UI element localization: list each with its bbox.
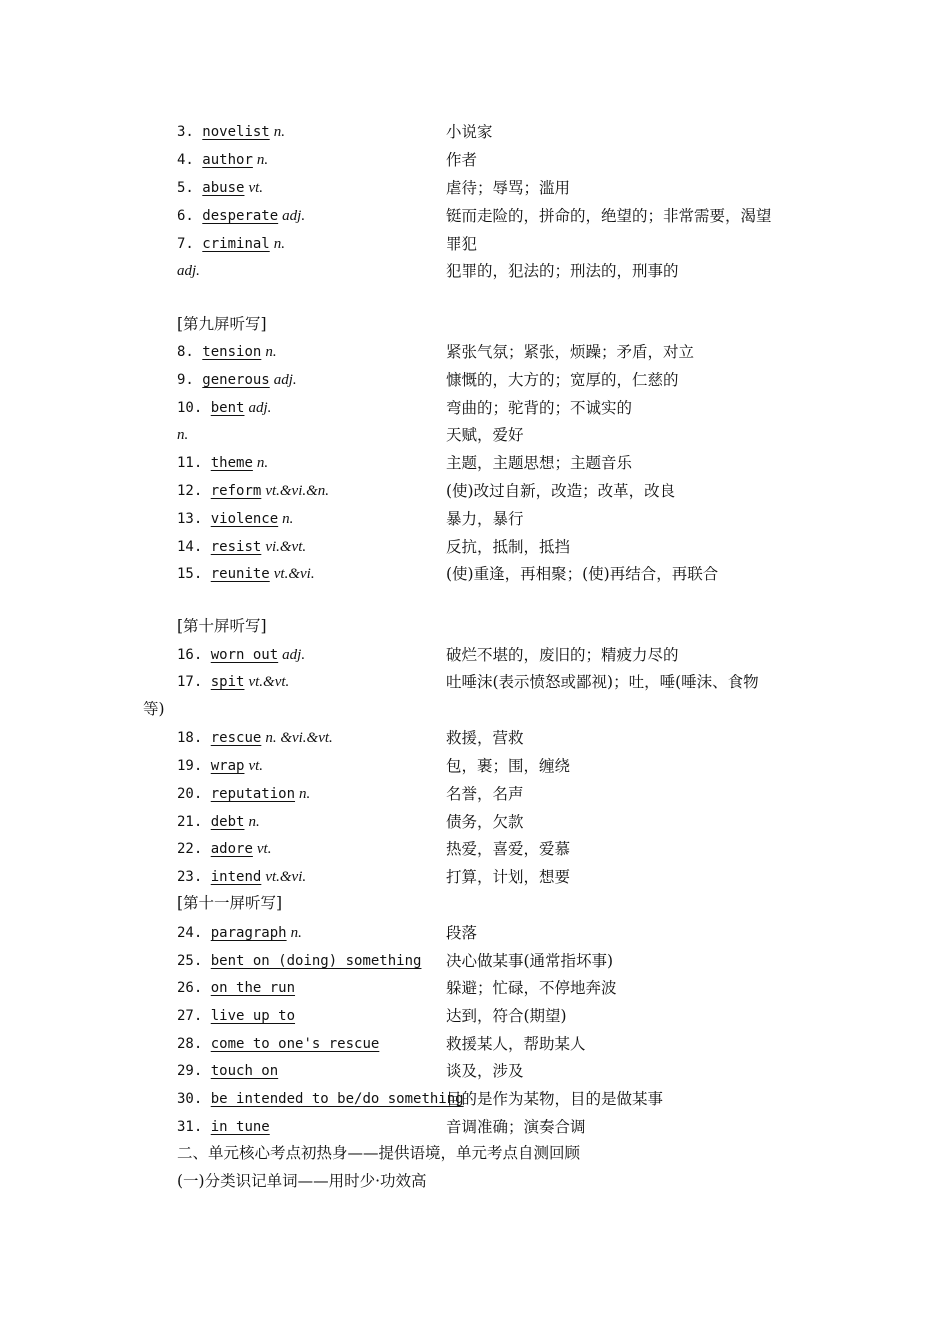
vocab-word: intend <box>210 869 262 885</box>
entry-number: 5. <box>177 180 194 196</box>
vocab-meaning: 段落 <box>446 924 478 942</box>
entry-number: 10. <box>177 400 203 416</box>
vocab-term <box>177 1060 278 1082</box>
vocab-meaning: 虐待；辱骂；滥用 <box>446 179 571 197</box>
vocab-term <box>177 1005 295 1027</box>
vocab-meaning: 主题，主题思想；主题音乐 <box>446 454 633 472</box>
section-heading-eleventh: [第十一屏听写] <box>177 894 283 912</box>
part-of-speech: vt.&vi. <box>265 869 307 885</box>
vocab-word: violence <box>210 511 279 527</box>
vocab-term <box>177 727 333 749</box>
vocab-term <box>177 149 268 171</box>
section-heading-tenth: [第十屏听写] <box>177 617 267 635</box>
vocab-meaning: 破烂不堪的，废旧的；精疲力尽的 <box>446 646 679 664</box>
vocab-meaning: 吐唾沫(表示愤怒或鄙视)；吐，唾(唾沫、食物 <box>446 673 759 691</box>
part-of-speech: adj. <box>248 400 272 416</box>
part-of-speech: vt.&vi.&n. <box>265 483 330 499</box>
entry-number: 4. <box>177 152 194 168</box>
vocab-word: reputation <box>210 786 296 802</box>
vocab-term <box>177 1088 464 1110</box>
vocab-term <box>177 536 306 558</box>
vocab-meaning: (使)改过自新，改造；改革，改良 <box>446 482 676 500</box>
vocab-meaning: 达到，符合(期望) <box>446 1007 567 1025</box>
vocab-word: spit <box>210 674 245 690</box>
vocab-word: live up to <box>210 1008 296 1024</box>
vocab-term <box>177 369 297 391</box>
vocab-term <box>177 341 277 363</box>
vocab-term <box>177 811 260 833</box>
vocab-word: in tune <box>210 1119 270 1135</box>
vocab-meaning: 铤而走险的，拼命的，绝望的；非常需要，渴望 <box>446 207 772 225</box>
vocab-term <box>177 950 421 972</box>
entry-number: 24. <box>177 925 203 941</box>
part-of-speech: n. <box>282 511 294 527</box>
part-of-speech: n. <box>248 814 260 830</box>
vocab-word: novelist <box>202 124 270 140</box>
part-of-speech: vt. <box>248 180 264 196</box>
vocab-meaning: 小说家 <box>446 123 493 141</box>
vocab-meaning: 谈及，涉及 <box>446 1062 524 1080</box>
entry-number: 6. <box>177 208 194 224</box>
vocab-term <box>177 177 263 199</box>
vocab-word: bent on (doing) something <box>210 953 422 969</box>
part-of-speech: adj. <box>177 263 200 279</box>
vocab-term <box>177 424 188 446</box>
vocab-term <box>177 480 329 502</box>
vocab-meaning: 目的是作为某物，目的是做某事 <box>446 1090 664 1108</box>
vocab-word: reunite <box>210 566 270 582</box>
vocab-word: adore <box>210 841 253 857</box>
vocab-word: come to one's rescue <box>210 1036 380 1052</box>
entry-number: 14. <box>177 539 203 555</box>
entry-number: 21. <box>177 814 203 830</box>
part-of-speech: adj. <box>273 372 297 388</box>
vocab-term <box>177 260 200 282</box>
part-of-speech: adj. <box>282 208 306 224</box>
vocab-term <box>177 755 263 777</box>
vocab-meaning: 救援某人，帮助某人 <box>446 1035 586 1053</box>
entry-number: 30. <box>177 1091 203 1107</box>
vocab-word: paragraph <box>210 925 287 941</box>
vocab-meaning: 作者 <box>446 151 478 169</box>
vocab-meaning: 反抗，抵制，抵挡 <box>446 538 571 556</box>
entry-number: 3. <box>177 124 194 140</box>
vocab-meaning: 暴力，暴行 <box>446 510 524 528</box>
entry-number: 22. <box>177 841 203 857</box>
vocab-meaning: 决心做某事(通常指坏事) <box>446 952 614 970</box>
vocab-word: debt <box>210 814 245 830</box>
part-of-speech: vt.&vi. <box>273 566 315 582</box>
vocab-word: wrap <box>210 758 245 774</box>
vocab-word: worn out <box>210 647 279 663</box>
vocab-meaning: 打算，计划，想要 <box>446 868 571 886</box>
vocab-word: reform <box>210 483 262 499</box>
vocab-word: tension <box>202 344 262 360</box>
vocab-word: theme <box>210 455 253 471</box>
entry-number: 13. <box>177 511 203 527</box>
vocab-term <box>177 397 271 419</box>
vocab-meaning: (使)重逢，再相聚；(使)再结合，再联合 <box>446 565 719 583</box>
entry-number: 25. <box>177 953 203 969</box>
vocab-word: resist <box>210 539 262 555</box>
vocab-word: desperate <box>202 208 279 224</box>
part-of-speech: vi.&vt. <box>265 539 307 555</box>
entry-number: 12. <box>177 483 203 499</box>
vocab-term <box>177 233 285 255</box>
vocab-meaning: 天赋，爱好 <box>446 426 524 444</box>
vocab-term <box>177 783 310 805</box>
vocab-meaning: 罪犯 <box>446 235 478 253</box>
vocab-word: author <box>202 152 253 168</box>
subsection-1-heading: (一)分类识记单词——用时少·功效高 <box>177 1172 427 1190</box>
part-of-speech: n. <box>256 455 269 471</box>
entry-number: 7. <box>177 236 194 252</box>
vocab-term <box>177 205 305 227</box>
vocab-word: rescue <box>210 730 262 746</box>
entry-number: 15. <box>177 566 203 582</box>
entry-number: 9. <box>177 372 194 388</box>
vocab-meaning: 弯曲的；驼背的；不诚实的 <box>446 399 633 417</box>
vocab-word: bent <box>210 400 245 416</box>
part-of-speech: n. <box>177 427 189 443</box>
vocab-term <box>177 1116 270 1138</box>
part-of-speech: n. &vi.&vt. <box>265 730 333 746</box>
part-of-speech: n. <box>273 236 285 252</box>
vocab-term <box>177 838 271 860</box>
entry-number: 17. <box>177 674 203 690</box>
part-of-speech: adj. <box>282 647 306 663</box>
part-of-speech: n. <box>299 786 311 802</box>
vocab-term <box>177 671 289 693</box>
vocab-meaning: 慷慨的，大方的；宽厚的，仁慈的 <box>446 371 679 389</box>
part-of-speech: n. <box>265 344 277 360</box>
entry-number: 28. <box>177 1036 203 1052</box>
vocab-term <box>177 1033 379 1055</box>
entry-number: 19. <box>177 758 203 774</box>
entry-number: 29. <box>177 1063 203 1079</box>
vocab-term <box>177 644 305 666</box>
vocab-meaning: 犯罪的，犯法的；刑法的，刑事的 <box>446 262 679 280</box>
vocab-term <box>177 922 302 944</box>
part-of-speech: n. <box>273 124 285 140</box>
entry-number: 18. <box>177 730 203 746</box>
vocab-word: criminal <box>202 236 270 252</box>
section-heading-ninth: [第九屏听写] <box>177 315 267 333</box>
entry-17-wrap-tail: 等) <box>143 700 165 718</box>
vocab-meaning: 名誉，名声 <box>446 785 524 803</box>
vocab-meaning: 债务，欠款 <box>446 813 524 831</box>
entry-number: 26. <box>177 980 203 996</box>
part-of-speech: vt.&vt. <box>248 674 290 690</box>
part-of-speech: vt. <box>248 758 264 774</box>
vocab-word: on the run <box>210 980 296 996</box>
vocab-meaning: 包，裹；围，缠绕 <box>446 757 571 775</box>
entry-number: 20. <box>177 786 203 802</box>
vocab-word: abuse <box>202 180 245 196</box>
entry-number: 31. <box>177 1119 203 1135</box>
entry-number: 23. <box>177 869 203 885</box>
vocab-term <box>177 977 295 999</box>
entry-number: 11. <box>177 455 203 471</box>
entry-number: 8. <box>177 344 194 360</box>
part-of-speech: n. <box>290 925 302 941</box>
part-of-speech: vt. <box>256 841 272 857</box>
vocab-term <box>177 508 293 530</box>
entry-number: 27. <box>177 1008 203 1024</box>
vocab-meaning: 救援，营救 <box>446 729 524 747</box>
vocab-term <box>177 452 268 474</box>
section-2-heading: 二、单元核心考点初热身——提供语境，单元考点自测回顾 <box>177 1144 581 1162</box>
vocab-word: be intended to be/do something <box>210 1091 464 1107</box>
vocab-term <box>177 866 306 888</box>
entry-number: 16. <box>177 647 203 663</box>
vocab-meaning: 音调准确；演奏合调 <box>446 1118 586 1136</box>
vocab-meaning: 躲避；忙碌，不停地奔波 <box>446 979 617 997</box>
vocab-meaning: 紧张气氛；紧张，烦躁；矛盾，对立 <box>446 343 695 361</box>
vocab-word: generous <box>202 372 270 388</box>
part-of-speech: n. <box>256 152 269 168</box>
vocab-term <box>177 563 315 585</box>
vocab-term <box>177 121 285 143</box>
vocab-word: touch on <box>210 1063 279 1079</box>
vocab-meaning: 热爱，喜爱，爱慕 <box>446 840 571 858</box>
